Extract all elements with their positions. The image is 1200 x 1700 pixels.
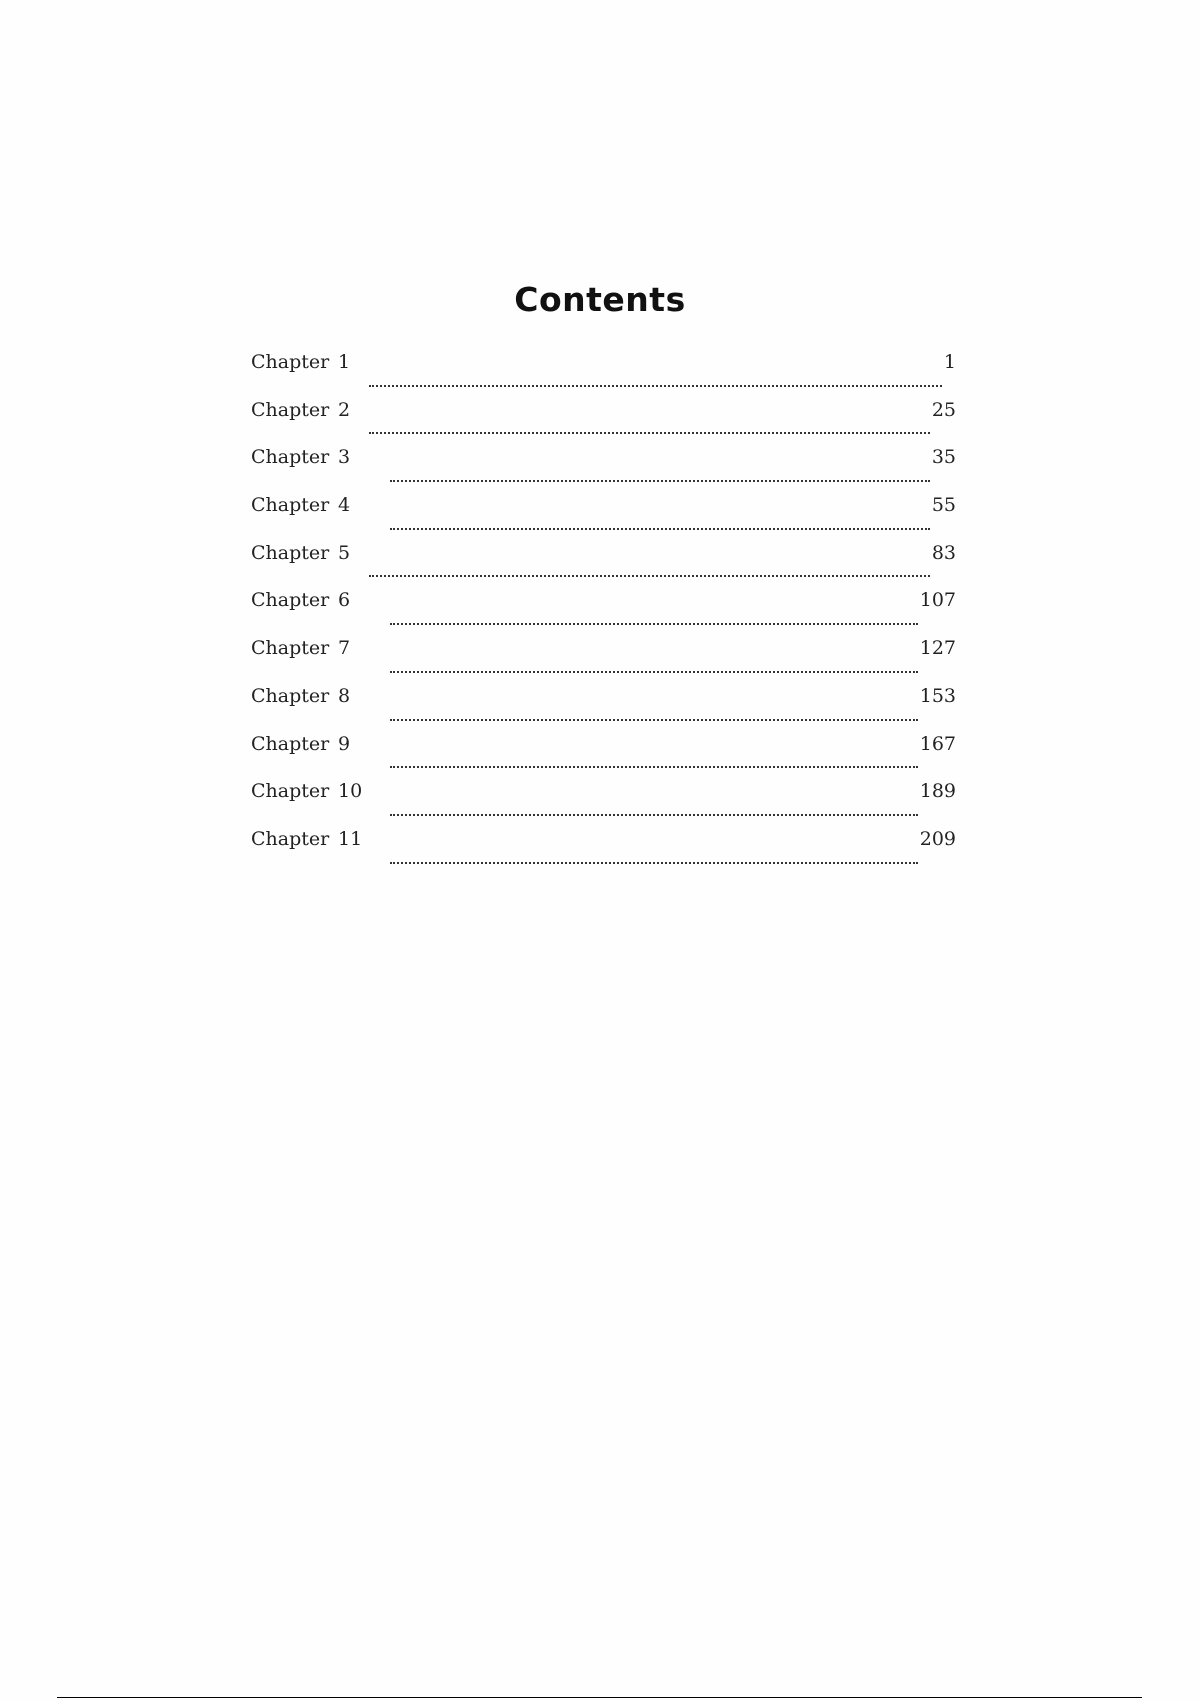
toc-dot-leader: [390, 480, 930, 482]
toc-chapter-number: 11: [338, 827, 363, 850]
toc-chapter-number: 7: [338, 637, 351, 660]
toc-chapter-label: Chapter: [251, 351, 330, 373]
toc-entry[interactable]: [251, 589, 956, 637]
footer-divider: [57, 1697, 1142, 1698]
toc-chapter-number: 6: [338, 589, 351, 612]
toc-entry[interactable]: [251, 733, 956, 781]
toc-chapter-label: Chapter: [251, 446, 330, 469]
toc-entry[interactable]: [251, 828, 956, 876]
toc-page-number: 83: [931, 541, 956, 564]
toc-entry[interactable]: [251, 685, 956, 733]
toc-chapter-label: Chapter: [251, 684, 330, 707]
toc-entry[interactable]: [251, 446, 956, 494]
toc-dot-leader: [369, 575, 930, 577]
toc-entry[interactable]: [251, 399, 956, 447]
toc-chapter-number: 4: [338, 494, 351, 517]
toc-chapter-label: Chapter: [251, 732, 330, 755]
toc-chapter-label: Chapter: [251, 589, 330, 612]
toc-entry[interactable]: [251, 780, 956, 828]
toc-page-number: 209: [919, 827, 956, 850]
table-of-contents: [251, 351, 956, 876]
toc-chapter-number: 10: [338, 780, 363, 803]
toc-page-number: 55: [931, 494, 956, 517]
toc-dot-leader: [390, 528, 930, 530]
toc-chapter-number: 5: [338, 541, 351, 564]
toc-chapter-number: 3: [338, 446, 351, 469]
toc-page-number: 35: [931, 446, 956, 469]
toc-page-number: 25: [931, 398, 956, 421]
toc-entry[interactable]: [251, 637, 956, 685]
toc-dot-leader: [369, 385, 942, 387]
toc-chapter-label: Chapter: [251, 637, 330, 660]
toc-page-number: 153: [919, 684, 956, 707]
toc-chapter-number: 1: [338, 351, 351, 373]
toc-chapter-number: 9: [338, 732, 351, 755]
toc-chapter-label: Chapter: [251, 398, 330, 421]
toc-entry[interactable]: [251, 351, 956, 399]
toc-page-number: 127: [919, 637, 956, 660]
toc-entry[interactable]: [251, 494, 956, 542]
toc-dot-leader: [390, 766, 918, 768]
toc-entry[interactable]: [251, 542, 956, 590]
toc-page-number: 107: [919, 589, 956, 612]
page-title: Contents: [514, 280, 686, 319]
toc-chapter-label: Chapter: [251, 827, 330, 850]
toc-page-number: 1: [943, 351, 956, 373]
toc-page-number: 189: [919, 780, 956, 803]
toc-dot-leader: [390, 862, 918, 864]
toc-dot-leader: [390, 623, 918, 625]
toc-chapter-label: Chapter: [251, 780, 330, 803]
toc-chapter-label: Chapter: [251, 494, 330, 517]
toc-chapter-label: Chapter: [251, 541, 330, 564]
toc-chapter-number: 8: [338, 684, 351, 707]
toc-dot-leader: [390, 719, 918, 721]
toc-dot-leader: [390, 671, 918, 673]
toc-chapter-number: 2: [338, 398, 351, 421]
toc-dot-leader: [390, 814, 918, 816]
toc-page-number: 167: [919, 732, 956, 755]
toc-dot-leader: [369, 432, 930, 434]
